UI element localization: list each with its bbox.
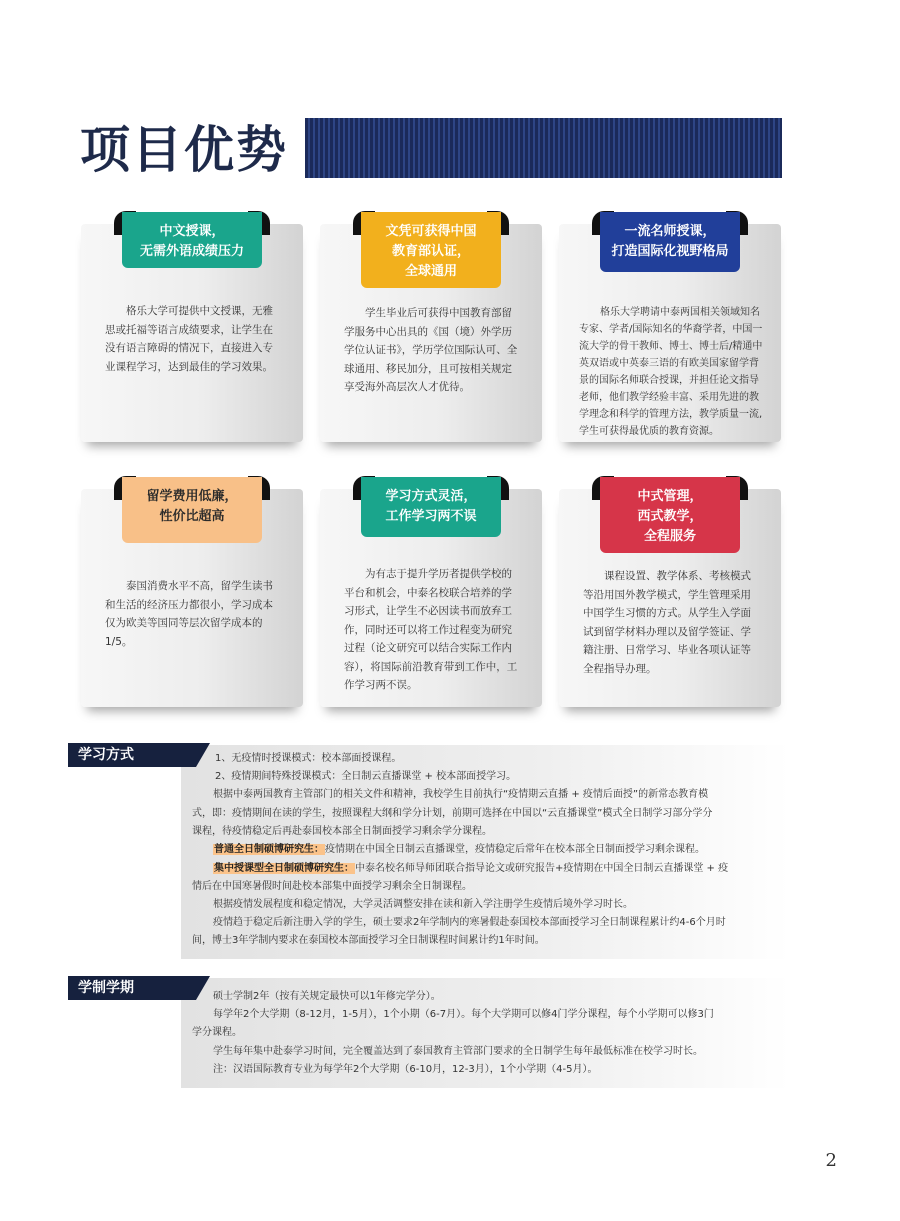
card-management-service (559, 489, 781, 707)
card-tab-line: 文凭可获得中国 (385, 224, 477, 239)
card-tab-line: 教育部认证， (391, 244, 470, 259)
study-mode-highlight-line (213, 841, 705, 859)
card-tab-line: 一流名师授课， (624, 224, 716, 239)
study-mode-line: 根据中泰两国教育主管部门的相关文件和精神，我校学生目前执行“疫情期云直播 + 疫情后面授”的新常态教育模 (213, 789, 709, 800)
card-tab-line: 西式教学， (637, 509, 703, 524)
card-tab-line: 中式管理， (637, 489, 703, 504)
card-chinese-teaching (81, 224, 303, 442)
card-body-text: 格乐大学可提供中文授课，无雅思或托福等语言成绩要求，让学生在没有语言障碍的情况下，直接进入专业课程学习，达到最佳的学习效果。 (105, 305, 273, 373)
card-top-teachers (559, 224, 781, 442)
study-mode-label: 学习方式 (68, 743, 196, 767)
card-tab-line: 中文授课， (159, 224, 225, 239)
card-tab-line: 打造国际化视野格局 (611, 244, 729, 259)
card-tab (600, 477, 740, 553)
card-low-cost (81, 489, 303, 707)
card-body-text: 学生毕业后可获得中国教育部留学服务中心出具的《国（境）外学历学位认证书》，学历学位国际认可、全球通用、移民加分，且可按相关规定享受海外高层次人才优待。 (344, 307, 518, 393)
card-body-text: 格乐大学聘请中泰两国相关领域知名专家、学者/国际知名的华裔学者，中国一流大学的骨干教师、博士、博士后/精通中英双语或中英泰三语的有欧美国家留学背景的国际名师联合授课，并担任论文指导老师，他们教学经验丰富、采用先进的教学理念和科学的管理方法，教学质量一流,学生可获得最优质的教育资源。 (579, 307, 763, 437)
schooling-label: 学制学期 (68, 976, 196, 1000)
card-body-text: 为有志于提升学历者提供学校的平台和机会，中泰名校联合培养的学习形式，让学生不必因读书而放弃工作，同时还可以将工作过程变为研究过程（论文研究可以结合实际工作内容），将国际前沿教育带到工作中，工作学习两不误。 (344, 568, 518, 691)
card-tab-line: 工作学习两不误 (385, 509, 477, 524)
card-tab (361, 212, 501, 288)
schooling-line: 学生每年集中赴泰学习时间，完全覆盖达到了泰国教育主管部门要求的全日制学生每年最低标准在校学习时长。 (213, 1046, 703, 1057)
study-mode-line: 2、疫情期间特殊授课模式：全日制云直播课堂 + 校本部面授学习。 (215, 771, 517, 782)
study-mode-line: 间，博士3年学制内要求在泰国校本部面授学习全日制课程时间累计约1年时间。 (192, 935, 545, 946)
card-flexible-study (320, 489, 542, 707)
study-mode-highlight-line (213, 860, 728, 878)
card-tab-line: 性价比超高 (159, 509, 225, 524)
study-mode-line: 课程，待疫情稳定后再赴泰国校本部全日制面授学习剩余学分课程。 (192, 826, 492, 837)
card-tab-line: 学习方式灵活， (385, 489, 477, 504)
highlight-text: 疫情期在中国全日制云直播课堂，疫情稳定后常年在校本部全日制面授学习剩余课程。 (325, 844, 705, 855)
study-mode-line: 式，即：疫情期间在读的学生，按照课程大纲和学分计划，前期可选择在中国以“云直播课堂”模式全日制学习部分学分 (192, 808, 713, 819)
highlight-label-fulltime: 普通全日制硕博研究生： (214, 844, 324, 855)
card-tab-line: 全球通用 (404, 264, 457, 279)
schooling-line: 学分课程。 (192, 1027, 242, 1038)
schooling-line: 注：汉语国际教育专业为每学年2个大学期（6-10月，12-3月），1个小学期（4-5月）。 (213, 1064, 598, 1075)
study-mode-line: 疫情趋于稳定后新注册入学的学生，硕士要求2年学制内的寒暑假赴泰国校本部面授学习全日制课程累计约4-6个月时 (213, 917, 726, 928)
title-decoration-bar (305, 118, 782, 178)
card-body-text: 课程设置、教学体系、考核模式等沿用国外教学模式，学生管理采用中国学生习惯的方式。从学生入学面试到留学材料办理以及留学签证、学籍注册、日常学习、毕业各项认证等全程指导办理。 (583, 570, 751, 675)
study-mode-line: 情后在中国寒暑假时间赴校本部集中面授学习剩余全日制课程。 (192, 881, 472, 892)
card-tab-line: 留学费用低廉， (146, 489, 238, 504)
card-tab (600, 212, 740, 272)
card-degree-certification (320, 224, 542, 442)
highlight-text: 中泰名校名师导师团联合指导论文或研究报告+疫情期在中国全日制云直播课堂 + 疫 (355, 863, 729, 874)
highlight-label-intensive: 集中授课型全日制硕博研究生： (214, 863, 354, 874)
card-tab (361, 477, 501, 537)
card-tab-line: 全程服务 (643, 529, 696, 544)
card-tab (122, 212, 262, 268)
schooling-line: 硕士学制2年（按有关规定最快可以1年修完学分）。 (213, 991, 441, 1002)
page-title: 项目优势 (80, 121, 288, 179)
study-mode-line: 根据疫情发展程度和稳定情况，大学灵活调整安排在读和新入学注册学生疫情后境外学习时长。 (213, 899, 633, 910)
card-tab (122, 477, 262, 543)
schooling-line: 每学年2个大学期（8-12月，1-5月），1个小期（6-7月）。每个大学期可以修4门学分课程，每个小学期可以修3门 (213, 1009, 714, 1020)
card-body-text: 泰国消费水平不高，留学生读书和生活的经济压力都很小，学习成本仅为欧美等国同等层次留学成本的1/5。 (105, 580, 273, 648)
page-number: 2 (825, 1150, 837, 1171)
card-tab-line: 无需外语成绩压力 (139, 244, 244, 259)
study-mode-line: 1、无疫情时授课模式：校本部面授课程。 (215, 753, 402, 764)
